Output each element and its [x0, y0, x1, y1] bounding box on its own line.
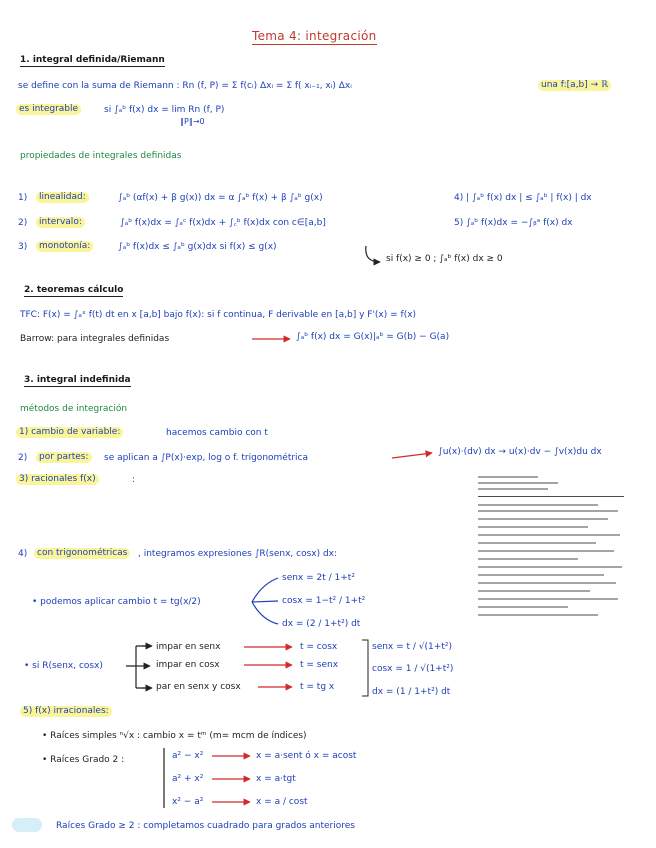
even-case-sen: senx = t / √(1+t²): [372, 642, 452, 652]
prop-3-number: 3): [18, 242, 28, 252]
monotony-hook-arrow: [366, 246, 380, 262]
method-2-label: por partes:: [36, 452, 92, 463]
case-even-result: t = tg x: [300, 682, 335, 692]
case-a2-minus-x2-result: x = a·sent ó x = acost: [256, 751, 357, 761]
prop-3-label: monotonía:: [36, 241, 93, 252]
prop-1-number: 1): [18, 193, 28, 203]
method-2-result: ∫u(x)·(dv) dx → u(x)·dv − ∫v(x)du dx: [438, 447, 602, 457]
cases-brace: [126, 646, 150, 688]
prop-4-formula: 4) | ∫ₐᵇ f(x) dx | ≤ ∫ₐᵇ | f(x) | dx: [454, 193, 592, 203]
branch-dx: [252, 602, 278, 624]
parts-arrow: [392, 453, 432, 458]
prop-1-formula: ∫ₐᵇ (αf(x) + β g(x)) dx = α ∫ₐᵇ f(x) + β ∫ₐᵇ g(x): [118, 193, 323, 203]
properties-heading: propiedades de integrales definidas: [20, 151, 182, 161]
method-4-text: , integramos expresiones ∫R(senx, cosx) dx:: [138, 549, 338, 559]
method-4-label: con trigonométricas: [34, 548, 130, 559]
section-3-heading: 3. integral indefinida: [24, 375, 131, 385]
prop-2-label: intervalo:: [36, 217, 85, 228]
case-a2-minus-x2: a² − x²: [172, 751, 204, 761]
sen-substitution: senx = 2t / 1+t²: [282, 573, 355, 583]
prop-2-number: 2): [18, 218, 28, 228]
page-title: Tema 4: integración: [252, 29, 377, 43]
branch-cos: [252, 601, 278, 602]
method-3-label: 3) racionales f(x): [16, 474, 99, 485]
r-sen-cos-case: • si R(senx, cosx): [24, 661, 103, 671]
section-1-heading: 1. integral definida/Riemann: [20, 55, 165, 65]
prop-1-label: linealidad:: [36, 192, 89, 203]
prop-2-formula: ∫ₐᵇ f(x)dx = ∫ₐᶜ f(x)dx + ∫꜀ᵇ f(x)dx con c∈[a,b]: [120, 218, 326, 228]
case-x2-minus-a2: x² − a²: [172, 797, 204, 807]
cos-substitution: cosx = 1−t² / 1+t²: [282, 596, 366, 606]
prop-3-formula: ∫ₐᵇ f(x)dx ≤ ∫ₐᵇ g(x)dx si f(x) ≤ g(x): [118, 242, 277, 252]
integrable-definition: si ∫ₐᵇ f(x) dx = lim Rn (f, P): [104, 105, 225, 115]
method-2-number: 2): [18, 453, 28, 463]
case-x2-minus-a2-result: x = a / cost: [256, 797, 308, 807]
branch-sen: [252, 578, 278, 602]
case-odd-sen-result: t = cosx: [300, 642, 338, 652]
method-4-number: 4): [18, 549, 28, 559]
simple-roots: • Raíces simples ⁿ√x : cambio x = tᵐ (m= mcm de índices): [42, 731, 307, 741]
case-a2-plus-x2-result: x = a·tgt: [256, 774, 296, 784]
even-case-cos: cosx = 1 / √(1+t²): [372, 664, 454, 674]
section-2-heading: 2. teoremas cálculo: [24, 285, 124, 295]
tfc-theorem: TFC: F(x) = ∫ₐˣ f(t) dt en x [a,b] bajo f(x): si f continua, F derivable en [a,b] y F'(x) = f(x): [20, 310, 417, 320]
riemann-function-highlight: una f:[a,b] → ℝ: [538, 80, 611, 91]
method-5-label: 5) f(x) irracionales:: [20, 706, 112, 717]
even-case-dx: dx = (1 / 1+t²) dt: [372, 687, 451, 697]
tangent-half-change: • podemos aplicar cambio t = tg(x/2): [32, 597, 201, 607]
case-even: par en senx y cosx: [156, 682, 241, 692]
methods-heading: métodos de integración: [20, 404, 128, 414]
dx-substitution: dx = (2 / 1+t²) dt: [282, 619, 361, 629]
barrow-rule: Barrow: para integrales definidas: [20, 334, 170, 344]
prop-3-note: si f(x) ≥ 0 ; ∫ₐᵇ f(x) dx ≥ 0: [386, 254, 503, 264]
prop-5-formula: 5) ∫ₐᵇ f(x)dx = −∫ᵦᵃ f(x) dx: [454, 218, 573, 228]
method-1-text: hacemos cambio con t: [166, 428, 268, 438]
case-odd-cos: impar en cosx: [156, 660, 220, 670]
higher-degree-roots: Raíces Grado ≥ 2 : completamos cuadrado para grados anteriores: [56, 821, 355, 831]
norm-subscript: ‖P‖→0: [180, 117, 205, 126]
case-odd-cos-result: t = senx: [300, 660, 339, 670]
barrow-result: ∫ₐᵇ f(x) dx = G(x)|ₐᵇ = G(b) − G(a): [296, 332, 450, 342]
case-odd-sen: impar en senx: [156, 642, 221, 652]
method-2-text: se aplican a ∫P(x)·exp, log o f. trigonométrica: [104, 453, 309, 463]
method-1-label: 1) cambio de variable:: [16, 427, 123, 438]
degree-2-roots: • Raíces Grado 2 :: [42, 755, 125, 765]
riemann-definition: se define con la suma de Riemann : Rn (f, P) = Σ f(cᵢ) Δxᵢ = Σ f( xᵢ₋₁, xᵢ) Δxᵢ: [18, 81, 352, 91]
case-a2-plus-x2: a² + x²: [172, 774, 204, 784]
integrable-highlight: es integrable: [16, 104, 81, 115]
method-3-colon: :: [132, 475, 136, 485]
